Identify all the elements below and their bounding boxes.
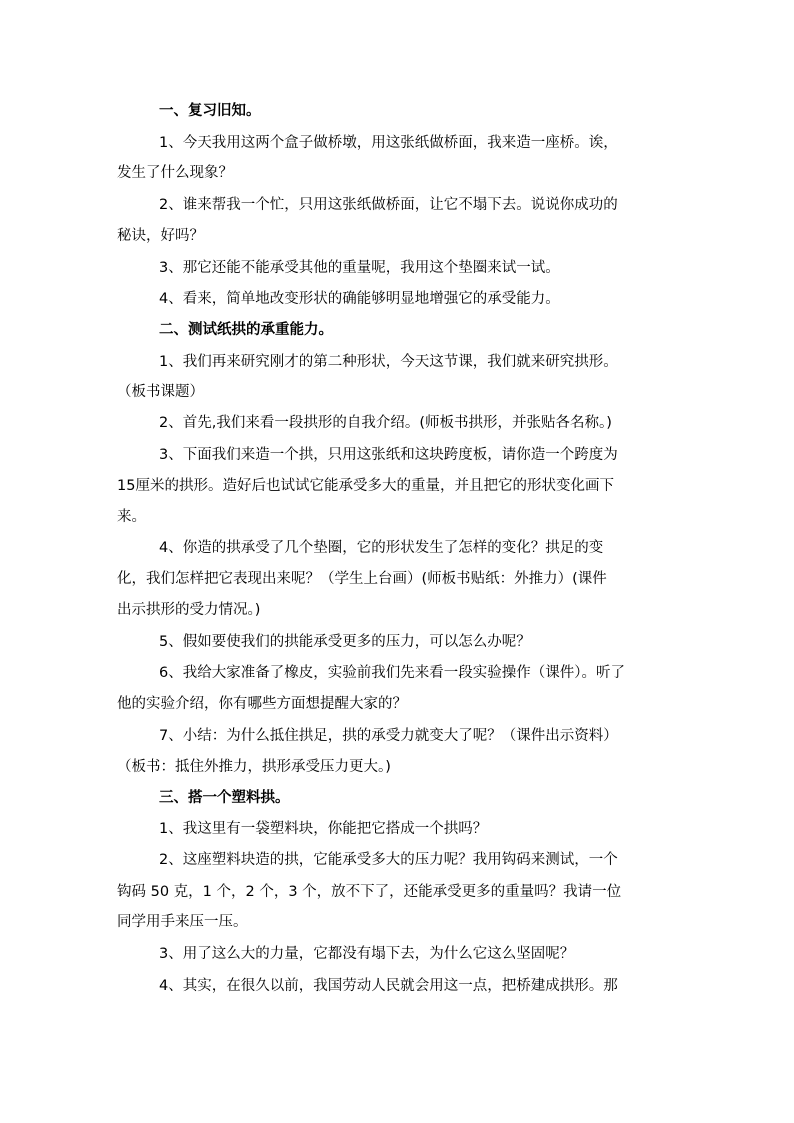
paragraph-line: 钩码 50 克，1 个，2 个，3 个，放不下了，还能承受更多的重量吗？我请一位: [117, 884, 622, 900]
paragraph-line: 来。: [117, 509, 146, 525]
paragraph-line: 15厘米的拱形。造好后也试试它能承受多大的重量，并且把它的形状变化画下: [117, 478, 614, 494]
paragraph-line: 他的实验介绍，你有哪些方面想提醒大家的？: [117, 696, 407, 712]
paragraph-line: （板书课题）: [117, 384, 204, 400]
paragraph-line: 6、我给大家准备了橡皮，实验前我们先来看一段实验操作（课件）。听了: [159, 665, 625, 681]
paragraph-line: 2、谁来帮我一个忙，只用这张纸做桥面，让它不塌下去。说说你成功的: [159, 197, 618, 213]
paragraph-line: 1、今天我用这两个盒子做桥墩，用这张纸做桥面，我来造一座桥。诶，: [159, 135, 618, 151]
paragraph-line: 4、你造的拱承受了几个垫圈，它的形状发生了怎样的变化？拱足的变: [159, 540, 604, 556]
paragraph-line: 4、其实，在很久以前，我国劳动人民就会用这一点，把桥建成拱形。那: [159, 978, 618, 994]
paragraph-line: （板书：抵住外推力，拱形承受压力更大。): [117, 759, 391, 775]
section-heading-3: 三、搭一个塑料拱。: [159, 790, 290, 806]
section-heading-2: 二、测试纸拱的承重能力。: [159, 322, 333, 338]
paragraph-line: 3、那它还能不能承受其他的重量呢，我用这个垫圈来试一试。: [159, 260, 560, 276]
paragraph-line: 1、我们再来研究刚才的第二种形状，今天这节课，我们就来研究拱形。: [159, 354, 618, 370]
paragraph-line: 7、小结：为什么抵住拱足，拱的承受力就变大了呢？（课件出示资料）: [159, 728, 618, 744]
paragraph-line: 化，我们怎样把它表现出来呢？（学生上台画）(师板书贴纸：外推力）(课件: [117, 571, 607, 587]
paragraph-line: 3、用了这么大的力量，它都没有塌下去，为什么它这么坚固呢？: [159, 946, 575, 962]
paragraph-line: 3、下面我们来造一个拱，只用这张纸和这块跨度板，请你造一个跨度为: [159, 447, 618, 463]
paragraph-line: 出示拱形的受力情况。): [117, 602, 261, 618]
paragraph-line: 4、看来，简单地改变形状的确能够明显地增强它的承受能力。: [159, 291, 560, 307]
paragraph-line: 2、这座塑料块造的拱，它能承受多大的压力呢？我用钩码来测试，一个: [159, 852, 618, 868]
paragraph-line: 同学用手来压一压。: [117, 914, 248, 930]
paragraph-line: 2、首先,我们来看一段拱形的自我介绍。(师板书拱形，并张贴各名称。): [159, 415, 612, 431]
paragraph-line: 5、假如要使我们的拱能承受更多的压力，可以怎么办呢？: [159, 634, 531, 650]
paragraph-line: 秘诀，好吗？: [117, 228, 204, 244]
paragraph-line: 1、我这里有一袋塑料块，你能把它搭成一个拱吗？: [159, 821, 488, 837]
paragraph-line: 发生了什么现象？: [117, 165, 233, 181]
section-heading-1: 一、复习旧知。: [159, 103, 261, 119]
